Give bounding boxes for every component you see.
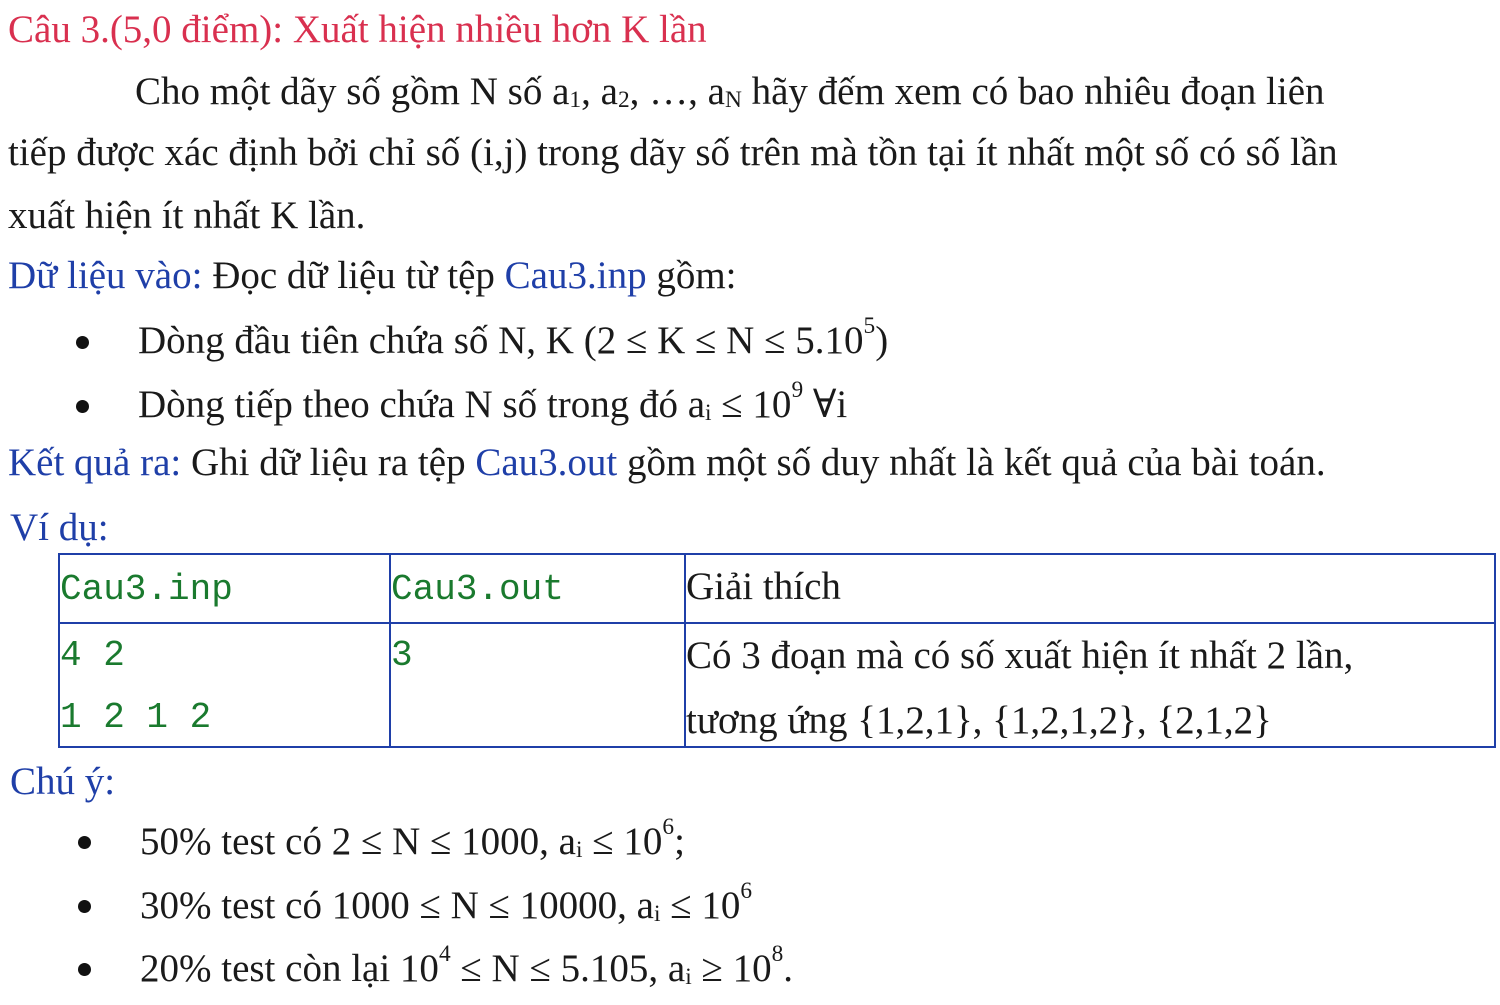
table-header-row — [59, 554, 1495, 623]
table-header-cell: Giải thích — [685, 554, 1495, 623]
problem-title — [8, 10, 707, 49]
input-label: Dữ liệu vào: — [8, 254, 203, 297]
output-filename: Cau3.out — [475, 441, 618, 484]
note-bullet-3: 20% test còn lại $10^4 \le N \le 5.105$, $a_i \ge 10^8$. — [140, 941, 794, 990]
intro-line-3: xuất hiện ít nhất K lần. — [8, 194, 366, 237]
intro-line-2: tiếp được xác định bởi chỉ số (i,j) trong dãy số trên mà tồn tại ít nhất một số có số lần — [8, 131, 1338, 174]
table-cell-input: 4 2 1 2 1 2 — [59, 623, 390, 747]
problem-title-text: Câu 3.(5,0 điểm): Xuất hiện nhiều hơn K lần — [8, 8, 707, 51]
example-table — [58, 553, 1496, 748]
table-cell-explanation: Có 3 đoạn mà có số xuất hiện ít nhất 2 lần, tương ứng {1,2,1}, {1,2,1,2}, {2,1,2} — [685, 623, 1495, 747]
input-filename: Cau3.inp — [504, 254, 647, 297]
input-bullet-2: Dòng tiếp theo chứa N số trong đó $a_i \le 10^9$ ∀i — [138, 377, 848, 426]
output-label: Kết quả ra: — [8, 441, 182, 484]
table-row — [59, 623, 1495, 747]
note-bullet-1: 50% test có 2 ≤ N ≤ 1000, $a_i \le 10^6$; — [140, 814, 685, 863]
input-bullet-1: Dòng đầu tiên chứa số N, K $(2 \le K \le N \le 5.10^5)$ — [138, 313, 889, 362]
intro-line-1: Cho một dãy số gồm N số $a_1$, $a_2$, …, $a_N$ hãy đếm xem có bao nhiêu đoạn liên — [135, 70, 1325, 113]
output-section-heading: Kết quả ra: Ghi dữ liệu ra tệp Cau3.out gồm một số duy nhất là kết quả của bài toán. — [8, 441, 1326, 484]
note-label: Chú ý: — [10, 760, 116, 803]
note-bullet-2: 30% test có 1000 ≤ N ≤ 10000, $a_i \le 10^6$ — [140, 878, 753, 927]
bullet-icon — [78, 836, 91, 849]
bullet-icon — [78, 963, 91, 976]
bullet-icon — [76, 336, 89, 349]
bullet-icon — [78, 900, 91, 913]
example-label: Ví dụ: — [10, 506, 109, 549]
bullet-icon — [76, 400, 89, 413]
table-header-cell: Cau3.inp — [59, 554, 390, 623]
input-section-heading: Dữ liệu vào: Đọc dữ liệu từ tệp Cau3.inp gồm: — [8, 254, 737, 297]
table-header-cell: Cau3.out — [390, 554, 685, 623]
table-cell-output: 3 — [390, 623, 685, 747]
